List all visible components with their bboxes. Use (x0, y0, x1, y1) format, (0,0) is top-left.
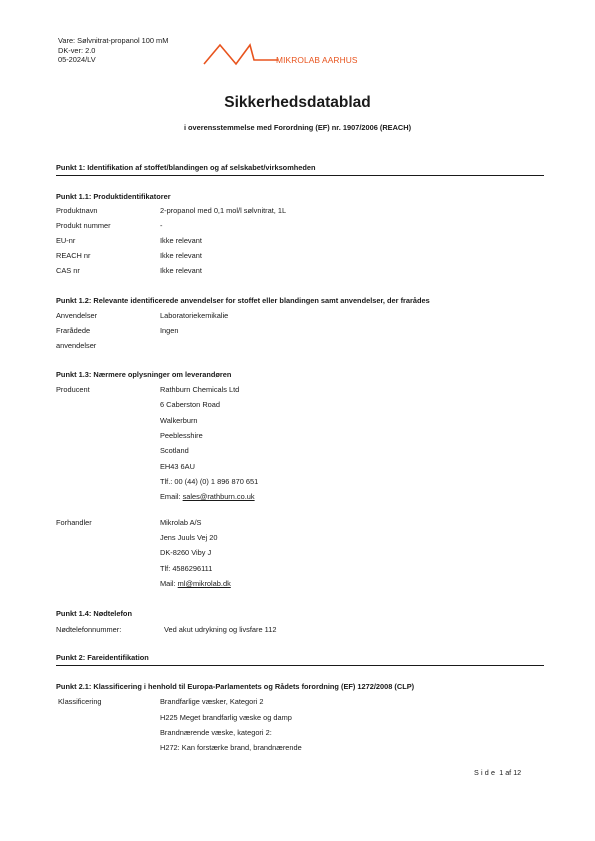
section-1-heading: Punkt 1: Identifikation af stoffet/blandingen og af selskabet/virksomheden (56, 163, 544, 176)
section-1-3-heading: Punkt 1.3: Nærmere oplysninger om leverandøren (56, 370, 232, 379)
classification-line: Brandnærende væske, kategori 2: (160, 728, 272, 737)
row-label: Produktnavn (56, 206, 98, 215)
page-total: 12 (513, 768, 522, 777)
page-subtitle: i overensstemmelse med Forordning (EF) nr. 1907/2006 (REACH) (183, 123, 412, 132)
dealer-mail-line (160, 579, 231, 588)
row-value: - (160, 221, 163, 230)
dealer-mail-link[interactable]: ml@mikrolab.dk (177, 579, 231, 588)
address-line: EH43 6AU (160, 462, 195, 471)
address-line: 6 Caberston Road (160, 400, 220, 409)
version-line: DK-ver: 2.0 (58, 45, 96, 55)
row-value: Ikke relevant (160, 251, 202, 260)
brand-name: MIKROLAB AARHUS (276, 55, 358, 65)
classification-line: H225 Meget brandfarlig væske og damp (160, 713, 292, 722)
section-1-4-heading: Punkt 1.4: Nødtelefon (56, 609, 132, 618)
section-1-2-heading: Punkt 1.2: Relevante identificerede anvendelser for stoffet eller blandingen samt anvendelser, der frarådes (56, 296, 430, 305)
classification-line: Brandfarlige væsker, Kategori 2 (160, 697, 264, 706)
address-line: DK-8260 Viby J (160, 548, 212, 557)
product-line: Vare: Sølvnitrat-propanol 100 mM (58, 36, 169, 45)
producer-email-link[interactable]: sales@rathburn.co.uk (182, 492, 255, 501)
page-number: 1 (499, 768, 504, 777)
mikrolab-logo-icon (202, 40, 282, 68)
section-2-1-heading: Punkt 2.1: Klassificering i henhold til Europa-Parlamentets og Rådets forordning (EF) 1272/2008 (CLP) (56, 682, 415, 691)
address-line: Tlf: 4586296111 (160, 564, 213, 573)
address-line: Rathburn Chemicals Ltd (160, 385, 240, 394)
row-label: EU-nr (56, 236, 76, 245)
address-line: Walkerburn (160, 416, 198, 425)
section-2-heading: Punkt 2: Fareidentifikation (56, 653, 544, 666)
email-label: Email: (160, 492, 183, 501)
dealer-label: Forhandler (56, 518, 92, 527)
date-line: 05-2024/LV (58, 55, 96, 65)
address-line: Scotland (160, 446, 189, 455)
advised-against-label-2: anvendelser (56, 341, 97, 350)
producer-email-line (160, 492, 255, 501)
uses-label: Anvendelser (56, 311, 98, 320)
address-line: Mikrolab A/S (160, 518, 202, 527)
page-footer (474, 768, 521, 777)
row-label: CAS nr (56, 266, 80, 275)
row-label: Produkt nummer (56, 221, 111, 230)
mail-label: Mail: (160, 579, 178, 588)
side-label: Side (474, 768, 498, 777)
header-meta (58, 36, 168, 65)
emergency-phone-label: Nødtelefonnummer: (56, 625, 122, 634)
address-line: Jens Juuls Vej 20 (160, 533, 218, 542)
row-value: 2-propanol med 0,1 mol/l sølvnitrat, 1L (160, 206, 287, 215)
address-line: Peeblesshire (160, 431, 203, 440)
producer-label: Producent (56, 385, 90, 394)
row-value: Ikke relevant (160, 266, 202, 275)
advised-against-label: Frarådede (56, 326, 91, 335)
classification-line: H272: Kan forstærke brand, brandnærende (160, 743, 302, 752)
emergency-phone-value: Ved akut udrykning og livsfare 112 (164, 625, 277, 634)
row-label: REACH nr (56, 251, 91, 260)
classification-label: Klassificering (58, 697, 102, 706)
advised-against-value: Ingen (160, 326, 179, 335)
row-value: Ikke relevant (160, 236, 202, 245)
section-1-1-heading: Punkt 1.1: Produktidentifikatorer (56, 192, 171, 201)
of-label: af (505, 768, 512, 777)
uses-value: Laboratoriekemikalie (160, 311, 229, 320)
address-line: Tlf.: 00 (44) (0) 1 896 870 651 (160, 477, 259, 486)
page-title: Sikkerhedsdatablad (224, 94, 371, 111)
